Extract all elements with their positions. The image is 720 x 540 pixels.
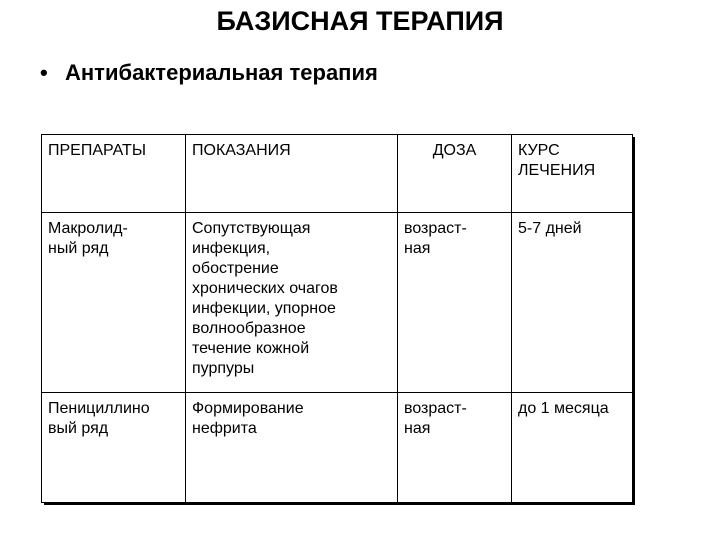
- cell-dose: возраст- ная: [398, 393, 512, 503]
- slide-title: БАЗИСНАЯ ТЕРАПИЯ: [216, 6, 504, 36]
- cell-course: до 1 месяца: [512, 393, 633, 503]
- header-cell-indications: ПОКАЗАНИЯ: [186, 135, 398, 213]
- cell-indication: Сопутствующая инфекция, обострение хронических очагов инфекции, упорное волнообразное течение кожной пурпуры: [186, 213, 398, 393]
- cell-drug: Макролид- ный ряд: [42, 213, 186, 393]
- cell-indication: Формирование нефрита: [186, 393, 398, 503]
- cell-drug: Пенициллино вый ряд: [42, 393, 186, 503]
- bullet-marker: •: [40, 60, 48, 85]
- cell-course: 5-7 дней: [512, 213, 633, 393]
- header-cell-course: КУРС ЛЕЧЕНИЯ: [512, 135, 633, 213]
- header-cell-dose: ДОЗА: [398, 135, 512, 213]
- table-header-row: [42, 135, 633, 213]
- cell-dose: возраст- ная: [398, 213, 512, 393]
- table-row: [42, 213, 633, 393]
- bullet-item: [40, 58, 378, 88]
- bullet-text: Антибактериальная терапия: [65, 60, 378, 85]
- therapy-table: [41, 134, 633, 503]
- table-row: [42, 393, 633, 503]
- header-cell-drugs: ПРЕПАРАТЫ: [42, 135, 186, 213]
